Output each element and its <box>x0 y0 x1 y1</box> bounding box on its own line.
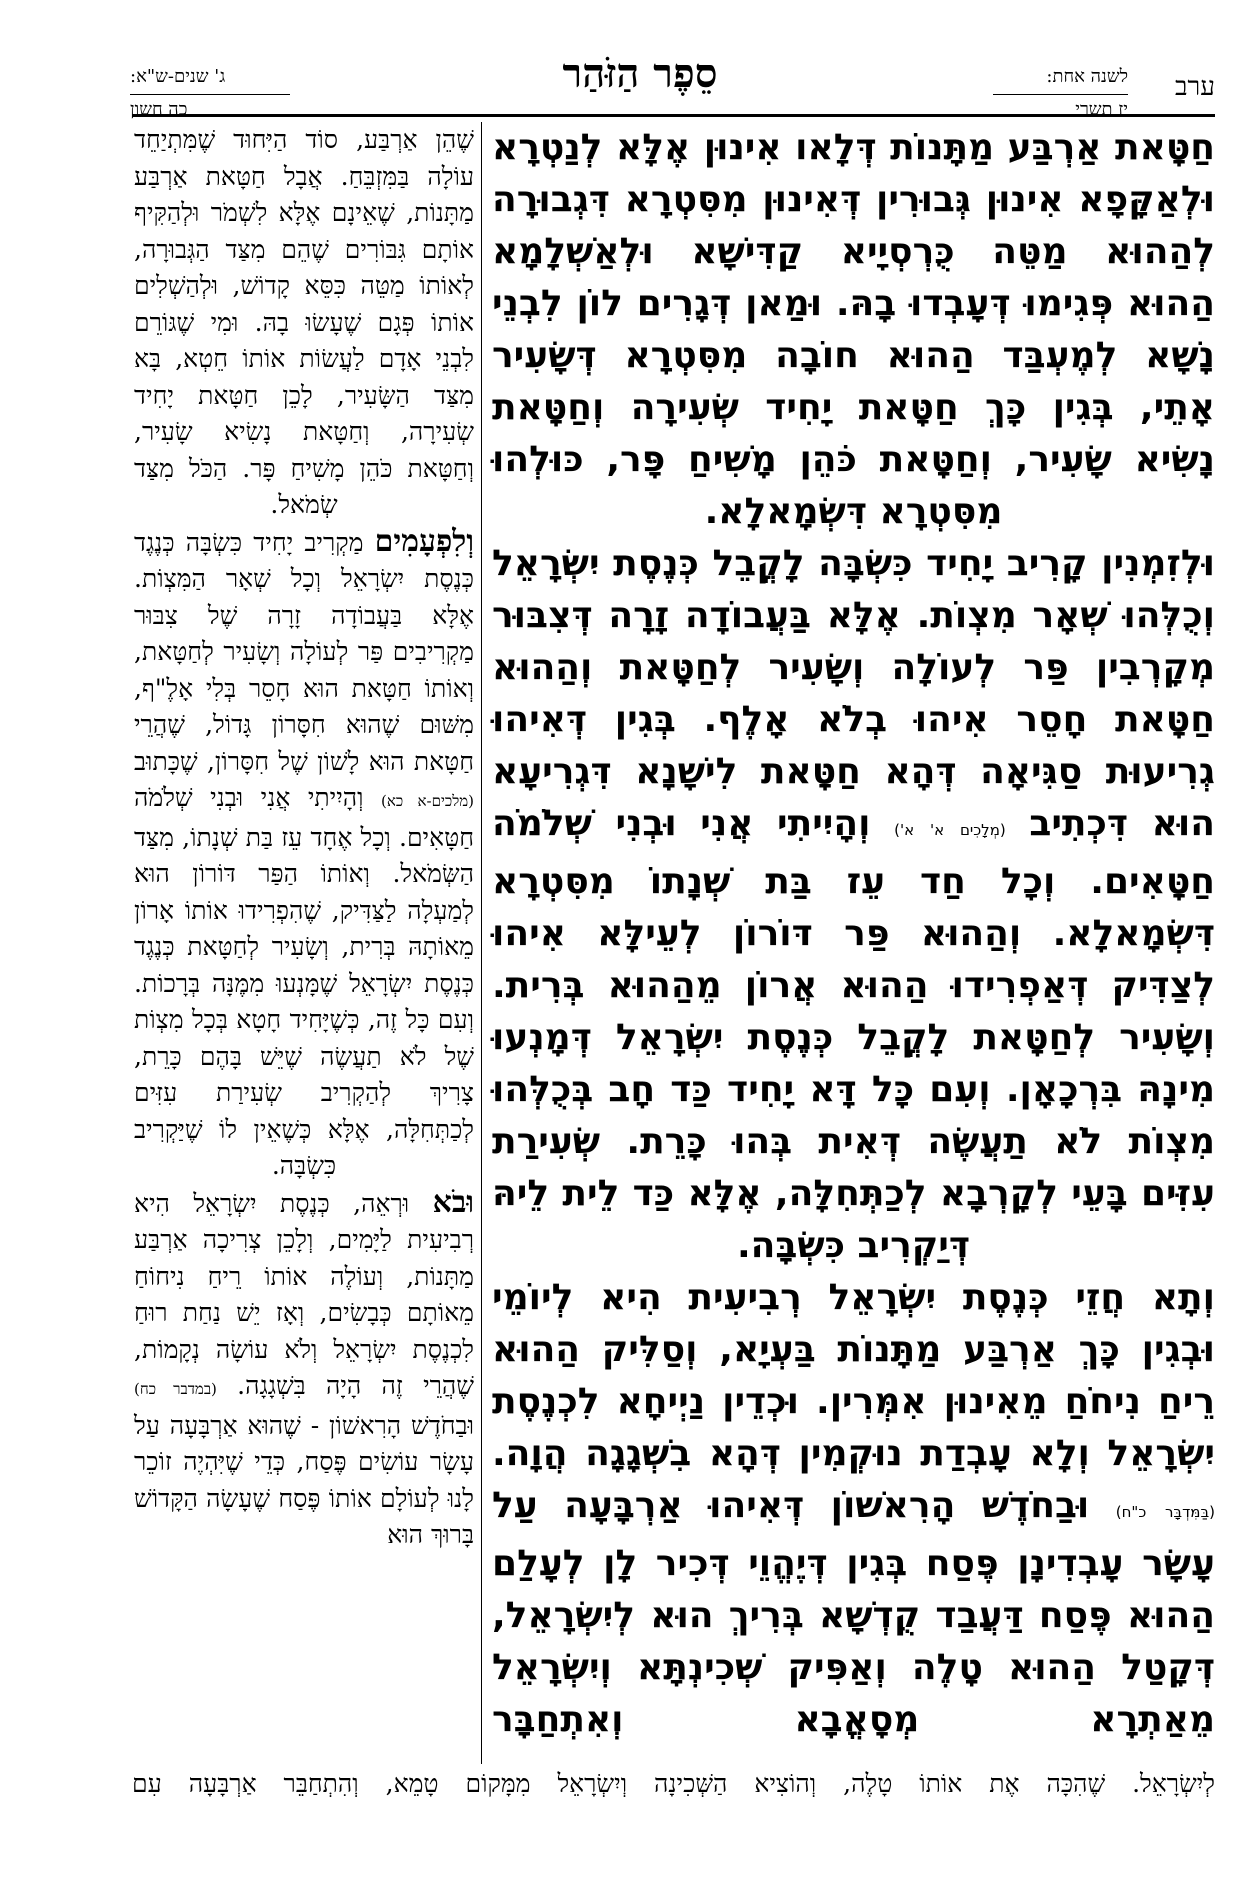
side-paragraph-1: שֶׁהֵן אַרְבַּע, סוֹד הַיִּחוּד שֶׁמִּתְיַחֵד עוֹלָה בַּמִּזְבֵּחַ. אֲבָל חַטָּאת אַרְבַּע מַתָּנוֹת, שֶׁאֵינָם אֶלָּא לִשְׁמֹר וּלְהַקִּיף אוֹתָם גִּבּוֹרִים שֶׁהֵם מִצַּד הַגְּבוּרָה, לְאוֹתוֹ מַטֵּה כִּסֵּא קָדוֹשׁ, וּלְהַשְׁלִים אוֹתוֹ פְּגָם שֶׁעָשׂוּ בָהּ. וּמִי שֶׁגּוֹרֵם לִבְנֵי אָדָם לַעֲשׂוֹת אוֹתוֹ חֵטְא, בָּא מִצַּד הַשָּׂעִיר, לָכֵן חַטָּאת יָחִיד שְׂעִירָה, וְחַטָּאת נָשִׂיא שָׂעִיר, וְחַטָּאת כֹּהֵן מָשִׁיחַ פָּר. הַכֹּל מִצַּד שְׂמֹאל. <box>134 125 474 519</box>
side-hebrew-column <box>134 122 474 1760</box>
side-paragraph-2-lead: וְלִפְעָמִים <box>374 523 475 559</box>
side-paragraph-2-text-b: וְהָיִיתִי אֲנִי וּבְנִי שְׁלֹמֹה חַטָּאִים. וְכָל אֶחָד עֵז בַּת שְׁנָתוֹ, מִצַּד הַשְּׂמֹאל. וְאוֹתוֹ הַפַּר דּוֹרוֹן הוּא לְמַעְלָה לַצַּדִּיק, שֶׁהִפְרִידוּ אוֹתוֹ אָרוֹן מֵאוֹתָהּ בְּרִית, וְשָׂעִיר לְחַטָּאת כְּנֶגֶד כְּנֶסֶת יִשְׂרָאֵל שֶׁמָּנְעוּ מִמֶּנָּה בְּרָכוֹת. וְעִם כָּל זֶה, כְּשֶׁיָּחִיד חָטָא בְּכָל מִצְוֹת שֶׁל לֹא תַעֲשֶׂה שֶׁיֵּשׁ בָּהֶם כָּרֵת, צָרִיךְ לְהַקְרִיב שְׂעִירַת עִזִּים לְכַתְּחִלָּה, אֶלָּא כְּשֶׁאֵין לוֹ שֶׁיַּקְרִיב כִּשְׂבָּה. <box>134 783 474 1180</box>
header-left-bottom: כה חשון <box>130 99 188 120</box>
column-divider <box>481 122 482 1764</box>
main-paragraph-3 <box>492 1272 1215 1746</box>
main-paragraph-2-text-a: וּלְזִמְנִין קָרִיב יָחִיד כִּשְׂבָּה לָקֳבֵל כְּנֶסֶת יִשְׂרָאֵל וְכֻלְּהוּ שְׁאָר מִצְוֹת. אֶלָּא בַּעֲבוֹדָה זָרָה דְּצִבּוּר מְקָרְבִין פַּר לְעוֹלָה וְשָׂעִיר לְחַטָּאת וְהַהוּא חַטָּאת חָסֵר אִיהוּ בְלֹא אָלֶף. בְּגִין דְּאִיהוּ גְרִיעוּת סַגִּיאָה דְּהָא חַטָּאת לִישָׁנָא דִּגְרִיעָא הוּא דִּכְתִיב <box>492 543 1215 844</box>
header-erev: ערב <box>1174 72 1215 102</box>
side-paragraph-3-citation: (במדבר כח) <box>134 1380 217 1398</box>
main-paragraph-2-text-b: וְהָיִיתִי אֲנִי וּבְנִי שְׁלֹמֹה חַטָּאִים. וְכָל חַד עֵז בַּת שְׁנָתוֹ מִסִּטְרָא דִּשְׂמָאלָא. וְהַהוּא פַּר דּוֹרוֹן לְעֵילָּא אִיהוּ לְצַדִּיק דְּאַפְרִידוּ הַהוּא אֲרוֹן מֵהַהוּא בְּרִית. וְשָׂעִיר לְחַטָּאת לָקֳבֵל כְּנֶסֶת יִשְׂרָאֵל דְּמָנְעוּ מִינָהּ בִּרְכָאָן. וְעִם כָּל דָּא יָחִיד כַּד חָב בְּכֻלְּהוּ מִצְוֹת לֹא תַעֲשֶׂה דְּאִית בְּהוּ כָּרֵת. שְׂעִירַת עִזִּים בָּעֵי לְקָרְבָא לְכַתְּחִלָּה, אֶלָּא כַּד לֵית לֵיהּ דְּיַקְרִיב כִּשְׂבָּה. <box>492 803 1215 1266</box>
main-paragraph-2 <box>492 538 1215 1272</box>
main-aramaic-column <box>492 122 1215 1760</box>
main-paragraph-3-text-a: וְתָא חֲזֵי כְּנֶסֶת יִשְׂרָאֵל רְבִיעִית הִיא לְיוֹמֵי וּבְגִין כָּךְ אַרְבַּע מַתָּנוֹת בַּעְיָא, וְסַלִּיק הַהוּא רֵיחַ נִיחֹחַ מֵאִינוּן אִמְּרִין. וּכְדֵין נַיְיחָא לִכְנֶסֶת יִשְׂרָאֵל וְלָא עָבְדַת נוּקְמִין דְּהָא בִשְׁגָגָה הֲוָה. <box>492 1277 1215 1474</box>
side-paragraph-2-citation: (מלכים-א כא) <box>381 792 474 810</box>
side-paragraph-3-text-a: וּרְאֵה, כְּנֶסֶת יִשְׂרָאֵל הִיא רְבִיעִית לַיָּמִים, וְלָכֵן צְרִיכָה אַרְבַּע מַתָּנוֹת, וְעוֹלֶה אוֹתוֹ רֵיחַ נִיחוֹחַ מֵאוֹתָם כְּבָשִׂים, וְאָז יֵשׁ נַחַת רוּחַ לִכְנֶסֶת יִשְׂרָאֵל וְלֹא עוֹשָׂה נְקָמוֹת, שֶׁהֲרֵי זֶה הָיָה בִּשְׁגָגָה. <box>134 1188 474 1400</box>
main-paragraph-2-citation: (מְלָכִים א' א') <box>894 821 1006 839</box>
side-paragraph-2-text-a: מַקְרִיב יָחִיד כִּשְׂבָּה כְּנֶגֶד כְּנֶסֶת יִשְׂרָאֵל וְכָל שְׁאָר הַמִּצְוֹת. אֶלָּא בַּעֲבוֹדָה זָרָה שֶׁל צִבּוּר מַקְרִיבִים פַּר לְעוֹלָה וְשָׂעִיר לְחַטָּאת, וְאוֹתוֹ חַטָּאת הוּא חָסֵר בְּלִי אָלֶ"ף, מִשּׁוּם שֶׁהוּא חִסָּרוֹן גָּדוֹל, שֶׁהֲרֵי חַטָּאת הוּא לָשׁוֹן שֶׁל חִסָּרוֹן, שֶׁכָּתוּב <box>134 527 474 776</box>
page-header <box>0 0 1253 120</box>
page-title: סֵפֶר הַזֹּהַר <box>562 50 718 97</box>
side-paragraph-2 <box>134 524 474 1185</box>
header-right-top: לשנה אחת: <box>993 62 1128 95</box>
header-rule <box>132 114 1215 117</box>
footer-continuation-line: לְיִשְׂרָאֵל. שֶׁהִכָּה אֶת אוֹתוֹ טָלֶה, וְהוֹצִיא הַשְּׁכִינָה וְיִשְׂרָאֵל מִמָּקוֹם טָמֵא, וְהִתְחַבֵּר אַרְבָּעָה עִם <box>132 1769 1215 1798</box>
header-right-bottom: יז תשרי <box>1075 99 1128 120</box>
side-paragraph-3 <box>134 1185 474 1554</box>
main-paragraph-1: חַטָּאת אַרְבַּע מַתָּנוֹת דְּלָאו אִינוּן אֶלָּא לְנַטְרָא וּלְאַקָּפָא אִינוּן גְּבוּרִין דְּאִינוּן מִסִּטְרָא דִּגְבוּרָה לְהַהוּא מַטֵּה כֻּרְסְיָיא קַדִּישָׁא וּלְאַשְׁלָמָא הַהוּא פְּגִימוּ דְּעָבְדוּ בָהּ. וּמַאן דְּגָרִים לוֹן לִבְנֵי נָשָׁא לְמֶעְבַּד הַהוּא חוֹבָה מִסִּטְרָא דְּשָׂעִיר אָתֵי, בְּגִין כָּךְ חַטָּאת יָחִיד שְׂעִירָה וְחַטָּאת נָשִׂיא שָׂעִיר, וְחַטָּאת כֹּהֵן מָשִׁיחַ פָּר, כּוּלְהוּ מִסִּטְרָא דִּשְׂמָאלָא. <box>492 127 1215 532</box>
main-paragraph-3-text-b: וּבַחֹדֶשׁ הָרִאשׁוֹן דְּאִיהוּ אַרְבָּעָה עַל עָשָׂר עָבְדִינָן פֶּסַח בְּגִין דְּיֶהֱוֵי דְּכִיר לָן לְעָלַם הַהוּא פֶּסַח דַּעֲבַד קֻדְשָׁא בְּרִיךְ הוּא לְיִשְׂרָאֵל, דְּקָטַל הַהוּא טָלֶה וְאַפִּיק שְׁכִינְתָּא וְיִשְׂרָאֵל מֵאַתְרָא מְסָאֳבָא וְאִתְחַבָּר <box>492 1485 1215 1740</box>
side-paragraph-3-text-b: וּבַחֹדֶשׁ הָרִאשׁוֹן - שֶׁהוּא אַרְבָּעָה עַל עָשָׂר עוֹשִׂים פֶּסַח, כְּדֵי שֶׁיִּהְיֶה זוֹכֵר לָנוּ לְעוֹלָם אוֹתוֹ פֶּסַח שֶׁעָשָׂה הַקָּדוֹשׁ בָּרוּךְ הוּא <box>134 1410 474 1549</box>
side-paragraph-3-lead: וּבֹא <box>432 1184 474 1220</box>
main-paragraph-3-citation: (בַּמִּדְבָּר כ"ח) <box>1115 1503 1215 1521</box>
header-left-top: ג' שנים-ש"א: <box>130 62 290 95</box>
